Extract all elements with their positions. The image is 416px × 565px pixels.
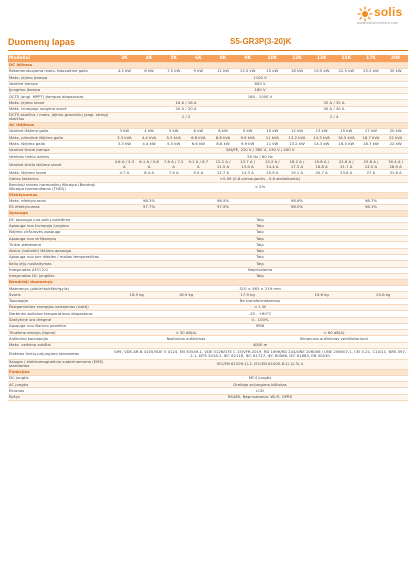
spec-value: 7.6 A / 7.2 A bbox=[161, 160, 186, 170]
spec-label: Saugos / elektromagnetinio suderinamumo (EMS) standartas bbox=[8, 360, 112, 370]
spec-label: Maks. pilnutinė išėjimo galia bbox=[8, 135, 112, 141]
spec-value: 4.6 A / 4.3 A bbox=[112, 160, 137, 170]
spec-value: 9 kW bbox=[186, 69, 211, 75]
spec-value: < 2% bbox=[112, 182, 408, 192]
spec-row bbox=[8, 360, 408, 370]
spec-value: 97.7% bbox=[112, 204, 186, 210]
spec-value: 6.6 kW bbox=[186, 141, 211, 147]
spec-value: 8.8 kW bbox=[211, 141, 236, 147]
spec-label: Maks. išėjimo srovė bbox=[8, 170, 112, 176]
spec-value: 16.9 kg bbox=[161, 292, 210, 298]
spec-label: Svoris bbox=[8, 292, 112, 298]
spec-value: 5.5 kVA bbox=[161, 135, 186, 141]
spec-value: 3.3 kVA bbox=[112, 135, 137, 141]
spec-value: 4 kW bbox=[137, 128, 162, 134]
spec-value: 17 kW bbox=[359, 128, 384, 134]
spec-value: Natūralus aušinimas bbox=[112, 336, 260, 342]
spec-label: Vardinis tinklo dažnis bbox=[8, 154, 112, 160]
spec-row bbox=[8, 113, 408, 123]
spec-value: 20 kW bbox=[383, 128, 408, 134]
spec-value: Taip bbox=[112, 236, 408, 242]
document-title: Duomenų lapas bbox=[8, 37, 76, 47]
spec-label: Apsauga nuo viršįtampių bbox=[8, 236, 112, 242]
spec-value: Taip bbox=[112, 261, 408, 267]
spec-value: 0 - 100% bbox=[112, 317, 408, 323]
spec-value: >0.99 (0.8 pirmaujantis - 0.8 atsiliekantis) bbox=[112, 176, 408, 182]
section-title: DC įėjimas bbox=[8, 63, 408, 69]
spec-row bbox=[8, 160, 408, 170]
spec-value: 4.5 kW bbox=[112, 69, 137, 75]
spec-value: 6.4 A bbox=[137, 170, 162, 176]
spec-value: 2 / 4 bbox=[260, 113, 408, 123]
spec-label: Santykinė oro drėgmė bbox=[8, 317, 112, 323]
model-header-row bbox=[8, 55, 408, 63]
model-col-header: 12K bbox=[285, 55, 310, 63]
spec-label: Įjungimo įtampa bbox=[8, 87, 112, 93]
spec-value: LCD bbox=[112, 388, 408, 394]
spec-label: Maks. išėjimo galia bbox=[8, 141, 112, 147]
spec-value: 6.6 kVA bbox=[186, 135, 211, 141]
spec-value: 7.9 A bbox=[161, 170, 186, 176]
spec-value: 31.8 A bbox=[383, 170, 408, 176]
spec-value: 4.4 kW bbox=[137, 141, 162, 147]
model-col-header: 17K bbox=[359, 55, 384, 63]
spec-label: DC jungtis bbox=[8, 375, 112, 381]
spec-value: 7.5 kW bbox=[161, 69, 186, 75]
spec-value: 20 A / 20 A bbox=[112, 106, 260, 112]
spec-value: 3/N/PE, 220 V / 380 V, 230 V / 400 V bbox=[112, 147, 408, 153]
spec-label: DCTS (angl. MPPT) įtampos diapazonas bbox=[8, 94, 112, 100]
spec-label: ES efektyvumas bbox=[8, 204, 112, 210]
spec-value: 5.5 kW bbox=[161, 141, 186, 147]
spec-value: Greitojo prijungimo kištukas bbox=[112, 382, 408, 388]
spec-value: 13.2 kW bbox=[285, 141, 310, 147]
spec-value: 30.4 A / 28.9 A bbox=[383, 160, 408, 170]
spec-label: Vardinė įtampa bbox=[8, 81, 112, 87]
spec-value: 13.2 kVA bbox=[285, 135, 310, 141]
model-col-header: 20K bbox=[383, 55, 408, 63]
spec-value: IEC/EN 62109-1/-2, IEC/EN 61000-6-1/-2/-3/-4 bbox=[112, 360, 408, 370]
spec-value: 8 kW bbox=[211, 128, 236, 134]
spec-value: 22 kW bbox=[383, 141, 408, 147]
solis-logo bbox=[357, 6, 415, 28]
spec-value: 12 kW bbox=[211, 69, 236, 75]
spec-value: 98.1% bbox=[334, 204, 408, 210]
spec-value: 9.1 A / 8.7 A bbox=[186, 160, 211, 170]
spec-value: 97.9% bbox=[186, 204, 260, 210]
spec-label: Vardinė išėjimo galia bbox=[8, 128, 112, 134]
spec-label: Bendroji srovės harmonikių iškraipa (Bendroji iškraipa harmonikoms (THDi)) bbox=[8, 182, 112, 192]
spec-value: 98.7% bbox=[334, 198, 408, 204]
spec-value: Taip bbox=[112, 242, 408, 248]
spec-value: Taip bbox=[112, 223, 408, 229]
spec-value: 13.7 A / 13.0 A bbox=[235, 160, 260, 170]
spec-value: 11 kVA bbox=[260, 135, 285, 141]
spec-value: 5 kW bbox=[161, 128, 186, 134]
spec-value: 15 kW bbox=[334, 128, 359, 134]
spec-value: 9.5 A bbox=[186, 170, 211, 176]
spec-value: < 1 W bbox=[112, 305, 408, 311]
spec-label: Maks. efektyvumas bbox=[8, 198, 112, 204]
spec-value: 14.3 kVA bbox=[309, 135, 334, 141]
model-series-title: S5-GR3P(3-20)K bbox=[230, 37, 292, 46]
spec-label: Aušinimo koncepcija bbox=[8, 336, 112, 342]
spec-value: 16 A / 16 A bbox=[112, 100, 260, 106]
spec-value: 6 kW bbox=[186, 128, 211, 134]
spec-label: Integruotas DC jungiklis bbox=[8, 273, 112, 279]
spec-label: DC apsauga nuo polių sukeitimo bbox=[8, 217, 112, 223]
section-title: Apsauga bbox=[8, 211, 408, 217]
spec-value: 3 kW bbox=[112, 128, 137, 134]
spec-value: 9.9 kW bbox=[235, 141, 260, 147]
spec-table bbox=[8, 55, 408, 401]
spec-value: 19.6 kg bbox=[285, 292, 359, 298]
spec-label: Rekomenduojama maks. fotovoltinė galia bbox=[8, 69, 112, 75]
spec-label: Išėjimo viršsrovės apsauga bbox=[8, 229, 112, 235]
spec-value: G99, VDE-AR-N 4105/VDE V 0124, EN 50549-1, VDE 0126/UTE C 15/VFR:2019, RD 1699/RD 244/UNE 206006 / UNE 206007-1, CEI 0-21, C10/11, NRS 097-2-1, EIFS 2018.2, IEC 62116, IEC 61727, IEC 60068, IEC 61683, EN 50530 bbox=[113, 348, 407, 359]
spec-value: 98.3% bbox=[112, 198, 186, 204]
spec-value: 14.3 A bbox=[235, 170, 260, 176]
spec-value: 22.5 kW bbox=[334, 69, 359, 75]
spec-value: 50 Hz / 60 Hz bbox=[112, 154, 408, 160]
spec-label: AC jungtis bbox=[8, 382, 112, 388]
spec-value: 4.7 A bbox=[112, 170, 137, 176]
spec-label: Ekranas bbox=[8, 388, 112, 394]
spec-value: 20.7 A bbox=[309, 170, 334, 176]
spec-label: Vardinė tinklo įtampa bbox=[8, 147, 112, 153]
spec-value: 27 A bbox=[359, 170, 384, 176]
spec-value: 11 kW bbox=[260, 141, 285, 147]
spec-value: 98.0% bbox=[260, 204, 334, 210]
spec-value: 25.8 A / 24.5 A bbox=[359, 160, 384, 170]
spec-label: Triukšmo emisija (tipinė) bbox=[8, 330, 112, 336]
spec-value: 8.8 kVA bbox=[211, 135, 236, 141]
spec-value: 18 kW bbox=[285, 69, 310, 75]
spec-label: Apsauga nuo trumpojo jungimo bbox=[8, 223, 112, 229]
spec-value: 22.8 A / 21.7 A bbox=[334, 160, 359, 170]
section-title: Bendrieji duomenys bbox=[8, 280, 408, 286]
spec-value: Taip bbox=[112, 254, 408, 260]
spec-value: 310 × 563 × 219 mm bbox=[112, 286, 408, 292]
spec-label: Darbinės aplinkos temperatūros diapazonas bbox=[8, 311, 112, 317]
header-label: Modeliai bbox=[8, 55, 112, 63]
spec-value: 12.2 A / 11.5 A bbox=[211, 160, 236, 170]
spec-value: 4.4 kVA bbox=[137, 135, 162, 141]
spec-label: Pasigaminties energijos vartojimas (naktį) bbox=[8, 305, 112, 311]
spec-value: 6 kW bbox=[137, 69, 162, 75]
spec-value: 1100 V bbox=[112, 75, 408, 81]
spec-value: 19.8 A / 18.8 A bbox=[309, 160, 334, 170]
spec-value: 19.1 A bbox=[285, 170, 310, 176]
spec-value: 16.5 kW bbox=[334, 141, 359, 147]
model-col-header: 6K bbox=[186, 55, 211, 63]
spec-value: Be transformatoriaus bbox=[112, 298, 408, 304]
spec-label: Maks. trumpojo jungimo srovė bbox=[8, 106, 112, 112]
spec-label: Maks. veikimo aukštis bbox=[8, 342, 112, 348]
spec-label: Topologija bbox=[8, 298, 112, 304]
spec-value: 30 kW bbox=[383, 69, 408, 75]
spec-row bbox=[8, 182, 408, 192]
spec-row bbox=[8, 394, 408, 400]
spec-value: -25 - +60°C bbox=[112, 311, 408, 317]
spec-label: Atvirо (izoliatėl) išėjimo apsauga bbox=[8, 248, 112, 254]
spec-label: Ryšys bbox=[8, 394, 112, 400]
spec-value: 16.5 kVA bbox=[334, 135, 359, 141]
section-title: Efektyvumas bbox=[8, 192, 408, 198]
brand-url: www.solisinverters.com bbox=[357, 21, 399, 25]
title-divider bbox=[8, 50, 408, 51]
spec-value: Neprivaloma bbox=[112, 267, 408, 273]
spec-value: 18.7 kVA bbox=[359, 135, 384, 141]
spec-value: 23.8 A bbox=[334, 170, 359, 176]
spec-value: Taip bbox=[112, 248, 408, 254]
spec-value: MC4 jungtis bbox=[112, 375, 408, 381]
spec-value: 2 / 2 bbox=[112, 113, 260, 123]
spec-label: Integruotas AFCI 2.0 bbox=[8, 267, 112, 273]
spec-value: 40 A / 40 A bbox=[260, 106, 408, 112]
sun-logo-icon bbox=[357, 6, 373, 22]
spec-value: 19.5 kW bbox=[309, 69, 334, 75]
spec-value: 13 kW bbox=[309, 128, 334, 134]
spec-value: 3.3 kW bbox=[112, 141, 137, 147]
section-title: Funkcijos bbox=[8, 369, 408, 375]
spec-value: 10 kW bbox=[260, 128, 285, 134]
spec-label: Maks. įėjimo įtampa bbox=[8, 75, 112, 81]
spec-value: 32 A / 32 A bbox=[260, 100, 408, 106]
spec-value: Taip bbox=[112, 229, 408, 235]
spec-value: 12 kW bbox=[285, 128, 310, 134]
spec-value: < 60 dB(A) bbox=[260, 330, 408, 336]
brand-name: solis bbox=[374, 5, 403, 19]
model-col-header: 9K bbox=[235, 55, 260, 63]
model-col-header: 3K bbox=[112, 55, 137, 63]
spec-value: RS485, Neprivalomai: Wi-Fi, GPRS bbox=[112, 394, 408, 400]
spec-value: 15.2 A / 14.4 A bbox=[260, 160, 285, 170]
spec-value: < 30 dB(A) bbox=[112, 330, 260, 336]
spec-row bbox=[8, 349, 408, 360]
spec-value: 9 kW bbox=[235, 128, 260, 134]
spec-value: Išmanusis aušinimas ventiliatoriumi bbox=[260, 336, 408, 342]
spec-value: 160 - 1000 V bbox=[112, 94, 408, 100]
spec-value: 13.5 kW bbox=[235, 69, 260, 75]
spec-value: 16.5 kg bbox=[112, 292, 161, 298]
spec-value: 9.9 kVA bbox=[235, 135, 260, 141]
spec-value: 20.8 kg bbox=[359, 292, 408, 298]
spec-value: IP66 bbox=[112, 323, 408, 329]
model-col-header: 13K bbox=[309, 55, 334, 63]
spec-value: 18.2 A / 17.3 A bbox=[285, 160, 310, 170]
spec-label: Tinklo stebėsena bbox=[8, 242, 112, 248]
spec-value: 98.6% bbox=[260, 198, 334, 204]
spec-label: DCTS skaičius / maks. įėjimo grandinių (angl. string) skaičius bbox=[8, 113, 112, 123]
spec-label: Vardinė tinklo išėjimo srovė bbox=[8, 160, 112, 170]
spec-value: 12.7 A bbox=[211, 170, 236, 176]
spec-value: 17.9 kg bbox=[211, 292, 285, 298]
spec-label: Matmenys (plotis*aukštis*gylis) bbox=[8, 286, 112, 292]
spec-value: 25.5 kW bbox=[359, 69, 384, 75]
spec-value: Taip bbox=[112, 273, 408, 279]
spec-label: Apsauga nuo per didelės / mažos temperatūros bbox=[8, 254, 112, 260]
spec-label: Galios faktorius bbox=[8, 176, 112, 182]
spec-value: 600 V bbox=[112, 81, 408, 87]
section-title: AC išėjimas bbox=[8, 122, 408, 128]
model-col-header: 5K bbox=[161, 55, 186, 63]
spec-label: Apsauga nuo išorinio poveikio bbox=[8, 323, 112, 329]
model-col-header: 8K bbox=[211, 55, 236, 63]
model-col-header: 10K bbox=[260, 55, 285, 63]
spec-label: Kelių įėjų nuskaitymas bbox=[8, 261, 112, 267]
spec-label: Elektros tinklų prijungimo standartas bbox=[8, 349, 112, 360]
spec-value: 15 kW bbox=[260, 69, 285, 75]
spec-value: 98.5% bbox=[186, 198, 260, 204]
spec-value: 4000 m bbox=[112, 342, 408, 348]
spec-label: Maks. įėjimo srovė bbox=[8, 100, 112, 106]
spec-value: 22 kVA bbox=[383, 135, 408, 141]
spec-value: Taip bbox=[112, 217, 408, 223]
spec-value: 18.7 kW bbox=[359, 141, 384, 147]
model-col-header: 15K bbox=[334, 55, 359, 63]
spec-value: 6.1 A / 5.8 A bbox=[137, 160, 162, 170]
spec-value: 14.3 kW bbox=[309, 141, 334, 147]
spec-value: 15.9 A bbox=[260, 170, 285, 176]
model-col-header: 4K bbox=[137, 55, 162, 63]
spec-value: 180 V bbox=[112, 87, 408, 93]
